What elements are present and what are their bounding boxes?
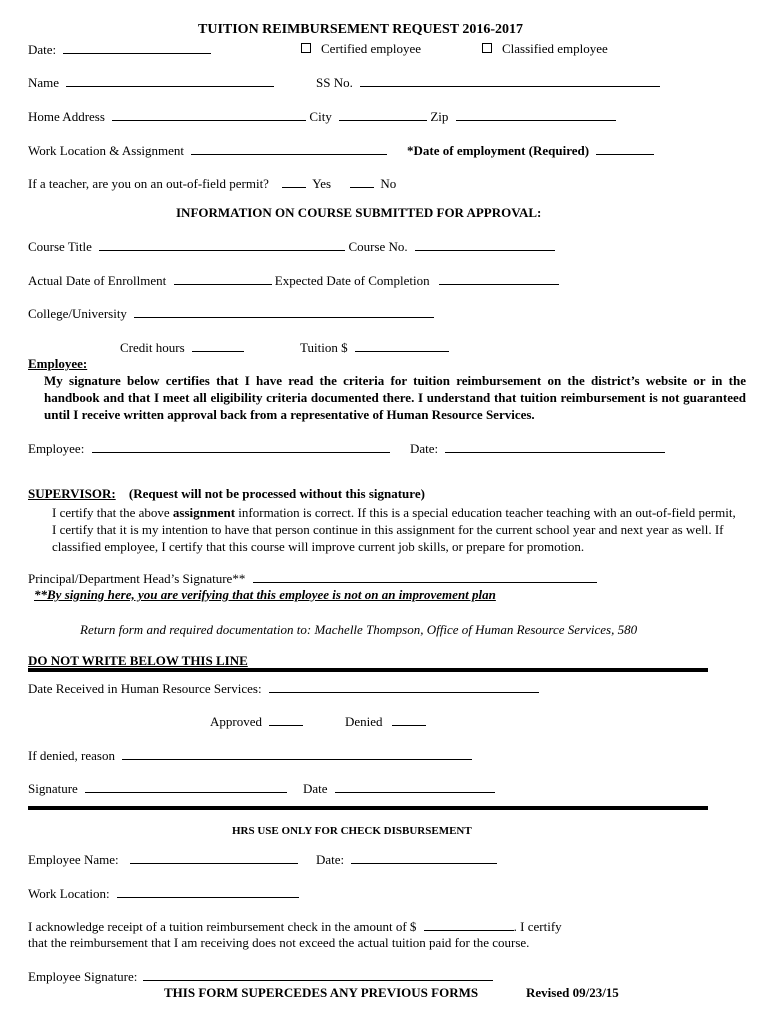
classified-checkbox[interactable] xyxy=(482,43,492,53)
date-row xyxy=(28,41,211,58)
denied-label: Denied xyxy=(345,714,383,729)
tuition-label: Tuition $ xyxy=(300,340,348,355)
denied-field[interactable] xyxy=(392,713,426,726)
supervisor-text-bold: assignment xyxy=(172,505,236,520)
date-received-label: Date Received in Human Resource Services: xyxy=(28,681,262,696)
hrs-date-row xyxy=(316,851,497,868)
office-signature-row xyxy=(28,780,287,797)
supervisor-certification-text xyxy=(52,504,742,555)
office-date-row xyxy=(303,780,495,797)
yes-field[interactable] xyxy=(282,175,306,188)
divider-line-2 xyxy=(28,806,708,810)
course-no-field[interactable] xyxy=(415,238,555,251)
ack-text-after: . I certify xyxy=(513,919,562,934)
return-note: Return form and required documentation to: Machelle Thompson, Office of Human Resource Services, 580 xyxy=(80,622,638,637)
denied-reason-label: If denied, reason xyxy=(28,748,115,763)
ss-field[interactable] xyxy=(360,74,660,87)
certified-checkbox[interactable] xyxy=(301,43,311,53)
hrs-employee-signature-row xyxy=(28,968,493,985)
employee-certification-text: My signature below certifies that I have read the criteria for tuition reimbursement on the district’s website or in the handbook and that I meet all eligibility criteria documented there. I understand that tuition reimbursement is not guaranteed until I receive written approval back from a representative of Human Resource Services. xyxy=(44,373,746,422)
principal-signature-label: Principal/Department Head’s Signature** xyxy=(28,571,246,586)
denied-reason-row xyxy=(28,747,472,764)
revised-date: Revised 09/23/15 xyxy=(526,985,619,1000)
employee-sign-row xyxy=(28,440,390,457)
completion-field[interactable] xyxy=(439,272,559,285)
ack-text-before: I acknowledge receipt of a tuition reimbursement check in the amount of $ xyxy=(28,919,417,934)
supervisor-text-before: I certify that the above xyxy=(52,505,173,520)
out-of-field-question: If a teacher, are you on an out-of-field permit? xyxy=(28,176,269,191)
name-row xyxy=(28,74,274,91)
certified-option[interactable] xyxy=(301,41,421,57)
office-date-label: Date xyxy=(303,781,328,796)
hrs-date-label: Date: xyxy=(316,852,345,867)
office-signature-label: Signature xyxy=(28,781,78,796)
city-label: City xyxy=(309,109,332,124)
approved-row xyxy=(210,713,303,730)
hrs-employee-name-row xyxy=(28,851,298,868)
improvement-plan-note: **By signing here, you are verifying that this employee is not on an improvement plan xyxy=(34,587,496,602)
employee-signature-label: Employee: xyxy=(28,441,85,456)
office-date-field[interactable] xyxy=(335,780,495,793)
tuition-field[interactable] xyxy=(355,339,449,352)
enrollment-label: Actual Date of Enrollment xyxy=(28,273,167,288)
no-field[interactable] xyxy=(350,175,374,188)
credit-hours-row xyxy=(120,339,244,356)
yes-label: Yes xyxy=(312,176,332,191)
denied-reason-field[interactable] xyxy=(122,747,472,760)
form-title: TUITION REIMBURSEMENT REQUEST 2016-2017 xyxy=(198,22,524,37)
approved-label: Approved xyxy=(210,714,262,729)
supervisor-heading-row xyxy=(28,486,425,502)
principal-signature-field[interactable] xyxy=(253,570,597,583)
employee-signature-field[interactable] xyxy=(92,440,390,453)
supervisor-text-after: information is correct. If this is a special education teacher teaching with an out-of-field permit, I certify that it is my intention to have that person continue in this assignment for the current school year and next year as well. If classified employee, I certify that this course will improve current job skills, or prepare for promotion. xyxy=(52,505,736,554)
hrs-date-field[interactable] xyxy=(351,851,497,864)
work-location-row xyxy=(28,142,387,159)
supervisor-heading: SUPERVISOR: xyxy=(28,486,116,501)
city-field[interactable] xyxy=(339,108,427,121)
work-location-field[interactable] xyxy=(191,142,387,155)
office-signature-field[interactable] xyxy=(85,780,287,793)
ss-row xyxy=(316,74,660,91)
employee-date-row xyxy=(410,440,665,457)
classified-label: Classified employee xyxy=(502,41,608,56)
hrs-employee-signature-field[interactable] xyxy=(143,968,493,981)
home-address-field[interactable] xyxy=(112,108,306,121)
work-location-label: Work Location & Assignment xyxy=(28,143,185,158)
credit-hours-field[interactable] xyxy=(192,339,244,352)
zip-label: Zip xyxy=(430,109,449,124)
enrollment-field[interactable] xyxy=(174,272,272,285)
zip-field[interactable] xyxy=(456,108,616,121)
supervisor-note: (Request will not be processed without this signature) xyxy=(128,486,425,501)
do-not-write-heading: DO NOT WRITE BELOW THIS LINE xyxy=(28,653,248,668)
date-received-row xyxy=(28,680,539,697)
certified-label: Certified employee xyxy=(321,41,421,56)
supersedes-note: THIS FORM SUPERCEDES ANY PREVIOUS FORMS xyxy=(164,985,479,1000)
date-received-field[interactable] xyxy=(269,680,539,693)
enrollment-row xyxy=(28,272,559,289)
check-amount-field[interactable] xyxy=(424,918,514,931)
hrs-employee-name-field[interactable] xyxy=(130,851,298,864)
employment-date-label: *Date of employment (Required) xyxy=(407,143,590,158)
college-label: College/University xyxy=(28,306,127,321)
address-row xyxy=(28,108,616,125)
hrs-employee-signature-label: Employee Signature: xyxy=(28,969,138,984)
completion-label: Expected Date of Completion xyxy=(274,273,430,288)
date-field[interactable] xyxy=(63,41,211,54)
tuition-row xyxy=(300,339,449,356)
hrs-work-location-label: Work Location: xyxy=(28,886,110,901)
denied-row xyxy=(345,713,426,730)
ack-line-2: that the reimbursement that I am receiving does not exceed the actual tuition paid for the course. xyxy=(28,935,530,950)
principal-signature-row xyxy=(28,570,597,587)
course-title-row xyxy=(28,238,555,255)
course-title-label: Course Title xyxy=(28,239,92,254)
no-label: No xyxy=(380,176,397,191)
hrs-employee-name-label: Employee Name: xyxy=(28,852,119,867)
hrs-heading: HRS USE ONLY FOR CHECK DISBURSEMENT xyxy=(232,825,472,837)
classified-option[interactable] xyxy=(482,41,608,57)
hrs-work-location-row xyxy=(28,885,299,902)
home-address-label: Home Address xyxy=(28,109,105,124)
hrs-work-location-field[interactable] xyxy=(117,885,299,898)
employee-date-field[interactable] xyxy=(445,440,665,453)
college-row xyxy=(28,305,434,322)
college-field[interactable] xyxy=(134,305,434,318)
course-no-label: Course No. xyxy=(348,239,408,254)
employment-date-row xyxy=(407,142,654,159)
date-label: Date: xyxy=(28,42,57,57)
ss-label: SS No. xyxy=(316,75,353,90)
course-heading: INFORMATION ON COURSE SUBMITTED FOR APPROVAL: xyxy=(176,205,542,220)
out-of-field-row xyxy=(28,175,396,192)
employee-heading: Employee: xyxy=(28,356,88,371)
employment-date-field[interactable] xyxy=(596,142,654,155)
ack-line-1 xyxy=(28,918,562,935)
approved-field[interactable] xyxy=(269,713,303,726)
name-label: Name xyxy=(28,75,60,90)
name-field[interactable] xyxy=(66,74,274,87)
employee-date-label: Date: xyxy=(410,441,439,456)
divider-line xyxy=(28,668,708,672)
credit-hours-label: Credit hours xyxy=(120,340,185,355)
course-title-field[interactable] xyxy=(99,238,345,251)
